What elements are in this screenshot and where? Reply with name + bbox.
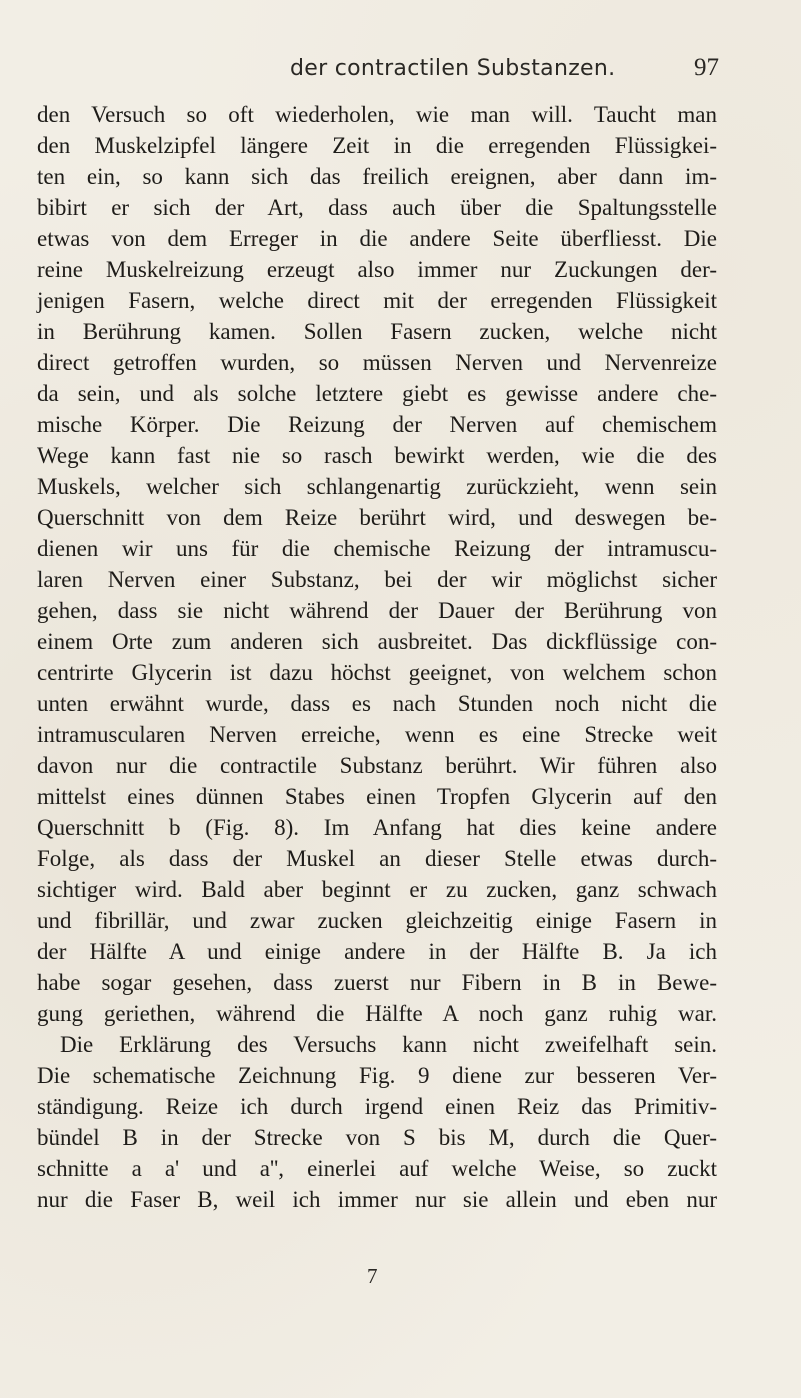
text-line: gung geriethen, während die Hälfte A noch ganz ruhig war. xyxy=(37,1001,717,1026)
text-line: laren Nerven einer Substanz, bei der wir möglichst sicher xyxy=(37,567,717,592)
text-line: bündel B in der Strecke von S bis M, durch die Quer- xyxy=(37,1125,717,1150)
text-line: da sein, und als solche letztere giebt es gewisse andere che- xyxy=(37,381,717,406)
text-line: direct getroffen wurden, so müssen Nerven und Nervenreize xyxy=(37,350,717,375)
text-line: centrirte Glycerin ist dazu höchst geeignet, von welchem schon xyxy=(37,660,717,685)
page-number: 97 xyxy=(694,54,719,81)
text-line: Muskels, welcher sich schlangenartig zurückzieht, wenn sein xyxy=(37,474,717,499)
text-line: ten ein, so kann sich das freilich ereignen, aber dann im- xyxy=(37,164,717,189)
text-line: davon nur die contractile Substanz berührt. Wir führen also xyxy=(37,753,717,778)
text-line: dienen wir uns für die chemische Reizung der intramuscu- xyxy=(37,536,717,561)
text-line: und fibrillär, und zwar zucken gleichzeitig einige Fasern in xyxy=(37,908,717,933)
text-line: nur die Faser B, weil ich immer nur sie allein und eben nur xyxy=(37,1187,717,1212)
page-header xyxy=(0,54,801,88)
text-line: der Hälfte A und einige andere in der Hälfte B. Ja ich xyxy=(37,939,717,964)
text-line: Die Erklärung des Versuchs kann nicht zweifelhaft sein. xyxy=(60,1032,717,1057)
page-footer xyxy=(0,1264,801,1294)
text-line: jenigen Fasern, welche direct mit der erregenden Flüssigkeit xyxy=(37,288,717,313)
text-line: den Muskelzipfel längere Zeit in die erregenden Flüssigkei- xyxy=(37,133,717,158)
text-line: sichtiger wird. Bald aber beginnt er zu zucken, ganz schwach xyxy=(37,877,717,902)
text-line: schnitte a a' und a'', einerlei auf welche Weise, so zuckt xyxy=(37,1156,717,1181)
text-line: Die schematische Zeichnung Fig. 9 diene zur besseren Ver- xyxy=(37,1063,717,1088)
signature-mark: 7 xyxy=(367,1264,378,1288)
text-line: Querschnitt von dem Reize berührt wird, und deswegen be- xyxy=(37,505,717,530)
text-line: etwas von dem Erreger in die andere Seite überfliesst. Die xyxy=(37,226,717,251)
text-line: Folge, als dass der Muskel an dieser Stelle etwas durch- xyxy=(37,846,717,871)
text-line: Wege kann fast nie so rasch bewirkt werden, wie die des xyxy=(37,443,717,468)
text-line: gehen, dass sie nicht während der Dauer der Berührung von xyxy=(37,598,717,623)
text-line: reine Muskelreizung erzeugt also immer nur Zuckungen der- xyxy=(37,257,717,282)
text-line: bibirt er sich der Art, dass auch über die Spaltungsstelle xyxy=(37,195,717,220)
running-title: der contractilen Substanzen. xyxy=(290,56,616,81)
text-line: unten erwähnt wurde, dass es nach Stunden noch nicht die xyxy=(37,691,717,716)
text-line: den Versuch so oft wiederholen, wie man will. Taucht man xyxy=(37,102,717,127)
text-line: Querschnitt b (Fig. 8). Im Anfang hat dies keine andere xyxy=(37,815,717,840)
text-line: ständigung. Reize ich durch irgend einen Reiz das Primitiv- xyxy=(37,1094,717,1119)
text-line: mische Körper. Die Reizung der Nerven auf chemischem xyxy=(37,412,717,437)
text-line: in Berührung kamen. Sollen Fasern zucken, welche nicht xyxy=(37,319,717,344)
text-line: intramuscularen Nerven erreiche, wenn es eine Strecke weit xyxy=(37,722,717,747)
text-line: einem Orte zum anderen sich ausbreitet. Das dickflüssige con- xyxy=(37,629,717,654)
text-line: habe sogar gesehen, dass zuerst nur Fibern in B in Bewe- xyxy=(37,970,717,995)
text-line: mittelst eines dünnen Stabes einen Tropfen Glycerin auf den xyxy=(37,784,717,809)
